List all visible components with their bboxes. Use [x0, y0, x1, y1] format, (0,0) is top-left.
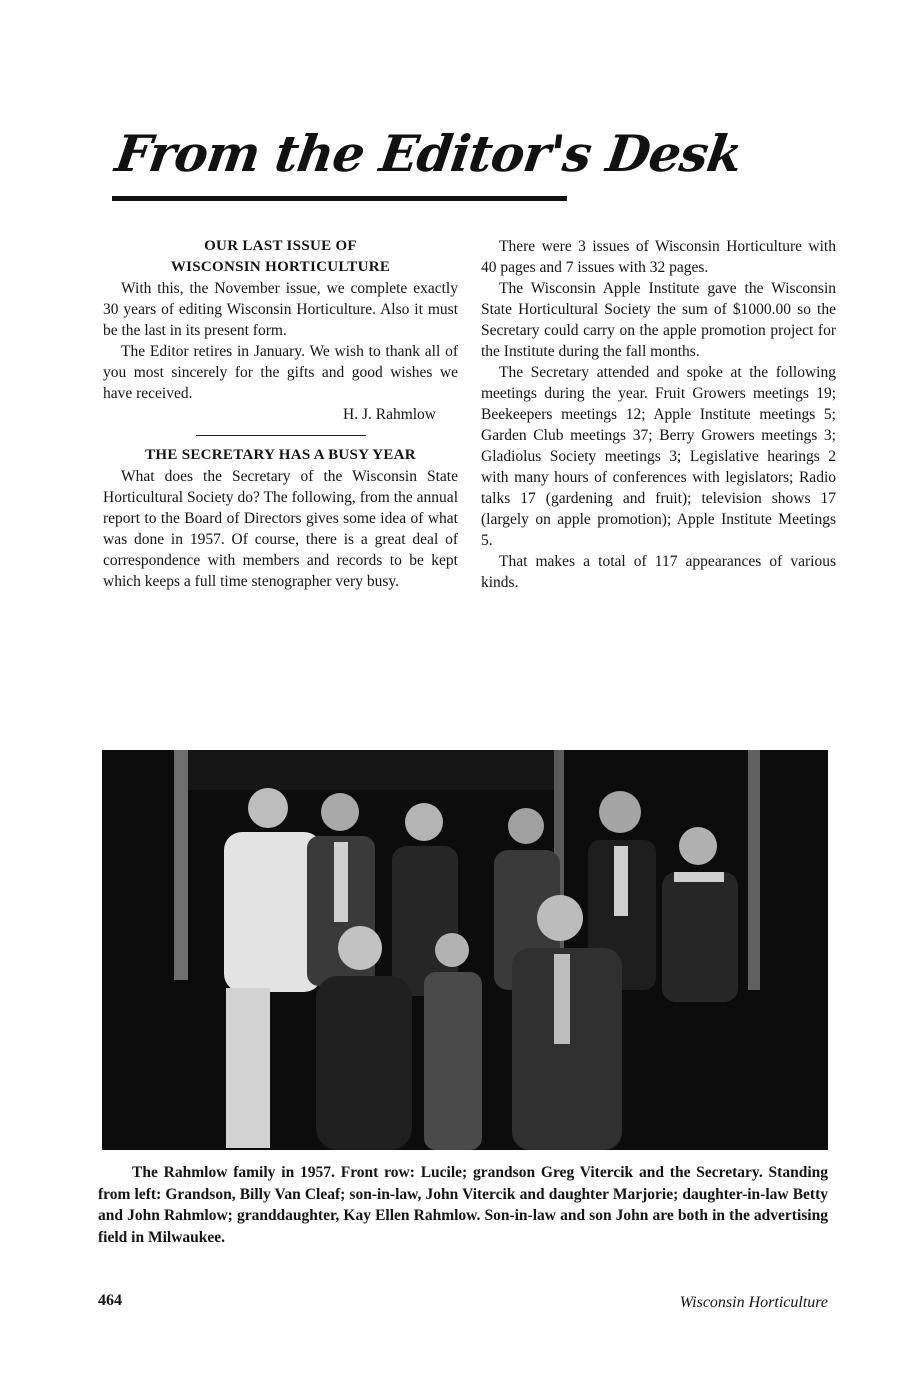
right-paragraph4: That makes a total of 117 appearances of various kinds.: [481, 553, 836, 591]
journal-name: Wisconsin Horticulture: [679, 1294, 828, 1311]
family-photo-illustration: [102, 750, 828, 1150]
article1-paragraph2: The Editor retires in January. We wish to thank all of you most sincerely for the gifts and good wishes we have received.: [103, 343, 458, 402]
masthead: [111, 118, 746, 210]
article1-paragraph1: With this, the November issue, we complete exactly 30 years of editing Wisconsin Horticulture. Also it must be the last in its present form.: [103, 280, 458, 339]
page-number: 464: [98, 1292, 122, 1309]
family-photo: [102, 750, 828, 1150]
masthead-rule: [112, 196, 567, 201]
article2-heading: THE SECRETARY HAS A BUSY YEAR: [145, 447, 416, 463]
right-column: [481, 236, 836, 593]
masthead-title: From the Editor's Desk: [111, 124, 746, 183]
right-paragraph1: There were 3 issues of Wisconsin Horticulture with 40 pages and 7 issues with 32 pages.: [481, 238, 836, 276]
right-paragraph3: The Secretary attended and spoke at the following meetings during the year. Fruit Growers meetings 19; Beekeepers meetings 12; Apple Institute meetings 5; Garden Club meetings 37; Berry Growers meetings 3; Gladiolus Society meetings 3; Legislative hearings 2 with many hours of conferences with legislators; Radio talks 17 (gardening and fruit); television shows 17 (largely on apple promotion); Apple Institute Meetings 5.: [481, 364, 836, 549]
article-divider: [196, 435, 366, 436]
article1-heading-line1: OUR LAST ISSUE OF: [204, 238, 357, 254]
right-paragraph2: The Wisconsin Apple Institute gave the Wisconsin State Horticultural Society the sum of $1000.00 so the Secretary could carry on the apple promotion project for the Institute during the fall months.: [481, 280, 836, 360]
article2-paragraph1: What does the Secretary of the Wisconsin State Horticultural Society do? The following, from the annual report to the Board of Directors gives some idea of what was done in 1957. Of course, there is a great deal of correspondence with members and records to be kept which keeps a full time stenographer very busy.: [103, 468, 458, 590]
left-column: [103, 236, 458, 592]
article1-heading-line2: WISCONSIN HORTICULTURE: [170, 259, 391, 275]
article1-signature: H. J. Rahmlow: [343, 406, 436, 423]
photo-caption: The Rahmlow family in 1957. Front row: Lucile; grandson Greg Vitercik and the Secretary. Standing from left: Grandson, Billy Van Cleaf; son-in-law, John Vitercik and daughter Marjorie; daughter-in-law Betty and John Rahmlow; granddaughter, Kay Ellen Rahmlow. Son-in-law and son John are both in the advertising field in Milwaukee.: [98, 1164, 828, 1246]
